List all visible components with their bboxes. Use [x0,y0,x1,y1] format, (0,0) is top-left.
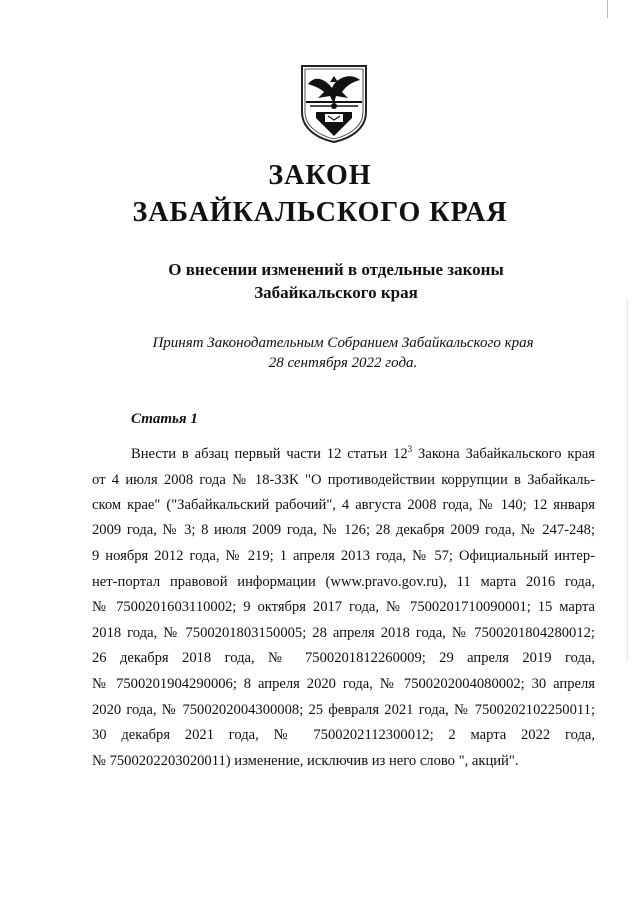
article-heading: Статья 1 [131,411,198,427]
article-text-line: 2018 года, № 7500201803150005; 28 апреля 2018 года, № 7500201804280012; [92,625,595,641]
article-text-line: нет-портал правовой информации (www.pravo.gov.ru), 11 марта 2016 года, [92,574,595,590]
article-text-line: Внести в абзац первый части 12 статьи $12^3$ Закона Забайкальского края [131,444,596,462]
adoption-note-line-1: Принят Законодательным Собранием Забайкальского края [152,335,534,351]
article-text-line: 26 декабря 2018 года, № 7500201812260009; 29 апреля 2019 года, [92,650,595,666]
scan-artifact [627,300,628,660]
article-text-line: 2020 года, № 7500202004300008; 25 февраля 2021 года, № 7500202102250011; [92,702,595,718]
law-name-line-1: О внесении изменений в отдельные законы [168,260,504,279]
article-text-line: № 7500201904290006; 8 апреля 2020 года, № 7500202004080002; 30 апреля [92,676,595,692]
superscript: 3 [407,444,413,454]
article-text-line: ском крае" ("Забайкальский рабочий", 4 августа 2008 года, № 140; 12 января [92,497,595,513]
coat-of-arms-icon [296,62,372,144]
adoption-date: 28 сентября 2022 года. [268,355,418,371]
scan-artifact [607,0,608,18]
article-text-line: № 7500202203020011) изменение, исключив из него слово ", акций". [92,753,519,769]
article-text-line: 9 ноября 2012 года, № 219; 1 апреля 2013 года, № 57; Официальный интер- [92,548,595,564]
law-name-line-2: Забайкальского края [254,283,418,302]
document-title: ЗАКОН [268,160,372,191]
article-text-line: 2009 года, № 3; 8 июля 2009 года, № 126; 28 декабря 2009 года, № 247-248; [92,522,595,538]
article-text-line: 30 декабря 2021 года, № 7500202112300012; 2 марта 2022 года, [92,727,595,743]
article-text-line: № 7500201603110002; 9 октября 2017 года, № 7500201710090001; 15 марта [92,599,595,615]
document-title-region: ЗАБАЙКАЛЬСКОГО КРАЯ [132,197,508,228]
article-text-line: от 4 июля 2008 года № 18-ЗЗК "О противодействии коррупции в Забайкаль- [92,472,595,488]
